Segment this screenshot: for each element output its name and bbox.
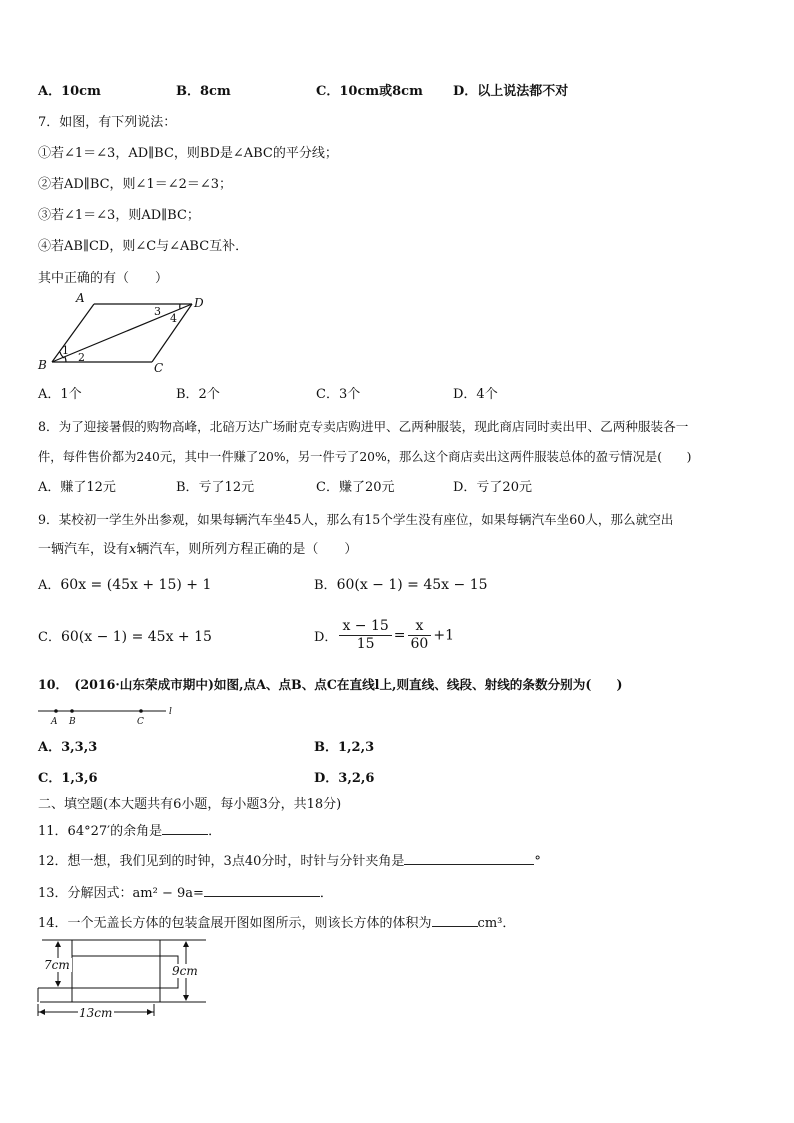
angle-label-1: 1 xyxy=(62,344,69,357)
q9-option-b-equation: 60(x − 1) = 45x − 15 xyxy=(336,577,488,593)
q9-line-2-b: 辆汽车，则所列方程正确的是（ ） xyxy=(136,542,358,557)
label-7cm: 7cm xyxy=(44,958,70,972)
point-a xyxy=(54,709,58,713)
q12 xyxy=(38,852,541,871)
q10-option-a: A．3,3,3 xyxy=(38,740,98,755)
q8-option-a: A．赚了12元 xyxy=(38,480,116,495)
arrow-up-9cm xyxy=(183,941,189,947)
label-9cm: 9cm xyxy=(172,964,198,978)
q9-option-d-label: D． xyxy=(314,630,338,645)
q8-option-d: D．亏了20元 xyxy=(453,480,532,495)
q10-option-d: D．3,2,6 xyxy=(314,771,375,786)
q8-line-1: 8．为了迎接暑假的购物高峰，北碚万达广场耐克专卖店购进甲、乙两种服装，现此商店同时卖出甲、乙两种服装各一 xyxy=(38,419,689,434)
q11 xyxy=(38,822,221,841)
label-b: B xyxy=(69,717,76,726)
q7-statement-3: ③若∠1＝∠3，则AD∥BC； xyxy=(38,208,200,223)
q7-statement-1: ①若∠1＝∠3，AD∥BC，则BD是∠ABC的平分线； xyxy=(38,146,338,161)
q8-option-c: C．赚了20元 xyxy=(316,480,395,495)
arrow-right-13cm xyxy=(147,1009,153,1015)
q9-line-2-a: 一辆汽车，设有 xyxy=(38,542,130,557)
q9-option-b-label: B． xyxy=(314,578,337,593)
q9-option-b xyxy=(314,576,488,595)
q9-option-a-equation: 60x = (45x + 15) + 1 xyxy=(60,577,212,593)
label-a: A xyxy=(76,292,85,305)
q7-statement-4: ④若AB∥CD，则∠C与∠ABC互补． xyxy=(38,239,249,254)
q13-tail: ． xyxy=(319,886,333,901)
q7-option-b: B．2个 xyxy=(176,387,220,402)
q9-option-c xyxy=(38,628,212,647)
q14-box-net-figure xyxy=(34,936,214,1022)
q10-line-figure xyxy=(36,702,186,726)
q13-text: 13．分解因式：am² − 9a= xyxy=(38,886,204,901)
q9-option-d xyxy=(314,618,454,653)
arrow-down-7cm xyxy=(55,981,61,987)
q6-option-d: D．以上说法都不对 xyxy=(453,84,569,99)
label-l: l xyxy=(169,707,172,717)
label-c: C xyxy=(154,361,164,374)
point-b xyxy=(70,709,74,713)
q14-answer-blank xyxy=(432,914,478,927)
angle-label-2: 2 xyxy=(78,351,85,364)
q14-tail: cm³． xyxy=(477,916,516,931)
q9-line-2 xyxy=(38,541,357,559)
q7-option-a: A．1个 xyxy=(38,387,82,402)
q7-statement-2: ②若AD∥BC，则∠1＝∠2＝∠3； xyxy=(38,177,233,192)
q13-answer-blank xyxy=(204,884,320,897)
q9-option-c-label: C． xyxy=(38,630,61,645)
section-2-title: 二、填空题(本大题共有6小题，每小题3分，共18分) xyxy=(38,797,342,812)
angle-label-4: 4 xyxy=(170,312,177,325)
q9-option-d-equals: = xyxy=(393,627,406,644)
q12-tail: ° xyxy=(534,854,541,869)
q9-option-a xyxy=(38,576,211,595)
q9-option-d-fraction-1 xyxy=(339,618,391,653)
arrow-down-9cm xyxy=(183,995,189,1001)
label-c: C xyxy=(137,717,144,726)
q11-text: 11．64°27′的余角是 xyxy=(38,824,163,839)
q6-option-b: B．8cm xyxy=(176,84,231,99)
q9-line-1: 9．某校初一学生外出参观，如果每辆汽车坐45人，那么有15个学生没有座位，如果每辆汽车坐60人，那么就空出 xyxy=(38,512,674,527)
q7-parallelogram-figure xyxy=(30,292,220,374)
q7-option-c: C．3个 xyxy=(316,387,361,402)
arrow-left-13cm xyxy=(39,1009,45,1015)
q10-stem: 10． (2016·山东荣成市期中)如图,点A、点B、点C在直线l上,则直线、线段、射线的条数分别为( ) xyxy=(38,677,623,692)
angle-arc-2 xyxy=(65,357,66,362)
q9-option-d-fraction-2 xyxy=(408,618,432,653)
q9-option-d-numerator-1: x − 15 xyxy=(339,618,391,636)
q9-option-c-equation: 60(x − 1) = 45x + 15 xyxy=(60,629,212,645)
q10-option-b: B．1,2,3 xyxy=(314,740,375,755)
label-b: B xyxy=(38,358,47,372)
q9-option-d-numerator-2: x xyxy=(408,618,432,636)
label-13cm: 13cm xyxy=(79,1006,113,1020)
q14 xyxy=(38,914,515,933)
q14-text: 14．一个无盖长方体的包装盒展开图如图所示，则该长方体的体积为 xyxy=(38,916,432,931)
q13 xyxy=(38,884,333,903)
q8-line-2: 件，每件售价都为240元，其中一件赚了20%，另一件亏了20%，那么这个商店卖出这两件服装总体的盈亏情况是( ) xyxy=(38,450,692,464)
q9-option-d-denominator-2: 60 xyxy=(410,636,429,652)
label-d: D xyxy=(194,296,204,310)
q6-option-a: A．10cm xyxy=(38,84,101,99)
q7-question: 其中正确的有（ ） xyxy=(38,271,169,286)
q12-text: 12．想一想，我们见到的时钟，3点40分时，时针与分针夹角是 xyxy=(38,854,405,869)
angle-label-3: 3 xyxy=(154,305,161,318)
q12-answer-blank xyxy=(404,852,534,865)
q7-stem: 7．如图，有下列说法： xyxy=(38,115,177,130)
arrow-up-7cm xyxy=(55,941,61,947)
point-c xyxy=(139,709,143,713)
label-a: A xyxy=(51,717,58,726)
q10-option-c: C．1,3,6 xyxy=(38,771,98,786)
q9-option-d-tail: +1 xyxy=(433,627,454,644)
base-rectangle xyxy=(72,956,178,988)
q9-option-a-label: A． xyxy=(38,578,61,593)
q11-tail: ． xyxy=(208,824,222,839)
q9-option-d-denominator-1: 15 xyxy=(356,636,375,652)
q11-answer-blank xyxy=(162,822,208,835)
q8-option-b: B．亏了12元 xyxy=(176,480,255,495)
q7-option-d: D．4个 xyxy=(453,387,498,402)
q9-variable-x: x xyxy=(129,542,137,557)
q6-option-c: C．10cm或8cm xyxy=(316,84,423,99)
